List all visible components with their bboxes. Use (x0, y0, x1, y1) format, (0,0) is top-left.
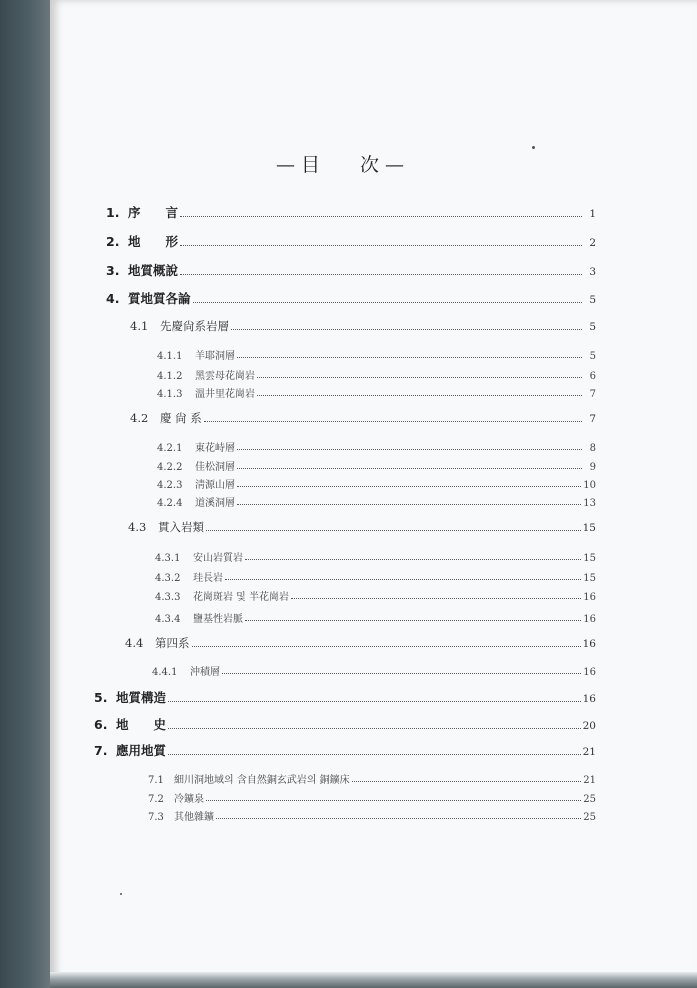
toc-entry-number: 1. (106, 205, 120, 220)
toc-entry-label: 溫井里花崗岩 (195, 389, 255, 400)
toc-entry-label: 地 史 (116, 717, 167, 732)
toc-entry-label: 黑雲母花崗岩 (195, 371, 255, 382)
toc-entry-label: 其他雜鑛 (174, 812, 214, 823)
toc-entry (106, 232, 596, 250)
toc-entry-page: 13 (583, 498, 596, 509)
toc-leader-dots (237, 461, 582, 469)
toc-entry-label: 地質構造 (116, 690, 167, 705)
toc-entry-label: 淸源山層 (195, 480, 235, 491)
toc-leader-dots (168, 719, 581, 729)
toc-entry (106, 261, 596, 279)
toc-entry-number: 4.1.1 (157, 351, 183, 362)
toc-entry-number: 4.1.2 (157, 371, 183, 382)
toc-entry-page: 21 (583, 775, 596, 786)
toc-leader-dots (180, 207, 582, 217)
toc-leader-dots (206, 522, 581, 531)
toc-entry-label: 沖積層 (190, 667, 220, 678)
toc-entry-number: 4.2.3 (157, 480, 183, 491)
toc-entry (152, 663, 596, 678)
toc-leader-dots (222, 666, 581, 674)
toc-leader-dots (237, 350, 582, 358)
toc-entry-page: 6 (589, 371, 596, 382)
toc-entry-number: 2. (106, 234, 120, 249)
toc-entry-page: 25 (583, 794, 596, 805)
book-binding-edge (0, 0, 50, 988)
toc-entry (94, 715, 596, 733)
toc-leader-dots (225, 572, 581, 580)
toc-entry-page: 16 (583, 667, 596, 678)
toc-entry-page: 21 (582, 746, 596, 758)
toc-entry-page: 2 (589, 237, 596, 249)
toc-entry-number: 4.3.3 (155, 592, 181, 603)
toc-leader-dots (352, 774, 582, 782)
toc-entry-page: 16 (582, 638, 596, 650)
toc-entry-label: 冷鑛泉 (174, 794, 204, 805)
toc-entry-page: 3 (589, 266, 596, 278)
toc-entry-label: 貫入岩類 (158, 520, 204, 534)
toc-entry-label: 慶 尙 系 (160, 411, 202, 425)
toc-leader-dots (204, 413, 582, 422)
toc-entry-label: 第四系 (155, 636, 190, 650)
toc-entry-label: 珪長岩 (193, 573, 223, 584)
toc-entry-number: 7.3 (148, 812, 164, 823)
toc-entry-number: 4. (106, 291, 120, 306)
toc-leader-dots (237, 497, 581, 505)
speck-mark (532, 146, 535, 149)
toc-entry-page: 25 (583, 812, 596, 823)
toc-entry-number: 4.3.4 (155, 614, 181, 625)
toc-entry (106, 289, 596, 307)
title-dash-left: — (276, 154, 295, 176)
toc-entry-label: 地質概說 (128, 263, 179, 278)
toc-leader-dots (237, 442, 582, 450)
toc-entry-number: 4.4.1 (152, 667, 178, 678)
toc-leader-dots (168, 692, 581, 702)
toc-entry-page: 9 (589, 462, 596, 473)
toc-entry (130, 318, 596, 334)
toc-entry-page: 16 (583, 592, 596, 603)
toc-leader-dots (193, 293, 582, 303)
toc-title (276, 150, 426, 177)
toc-entry-number: 7. (94, 743, 108, 758)
toc-leader-dots (192, 638, 581, 647)
toc-entry (157, 458, 596, 473)
toc-entry (125, 635, 596, 651)
toc-entry (148, 771, 596, 786)
toc-entry-label: 地 形 (128, 234, 179, 249)
toc-entry-page: 5 (589, 351, 596, 362)
toc-entry-number: 4.1.3 (157, 389, 183, 400)
toc-entry-label: 質地質各論 (128, 291, 191, 306)
toc-entry (155, 569, 596, 584)
toc-entry-page: 15 (582, 522, 596, 534)
toc-entry-number: 3. (106, 263, 120, 278)
toc-entry-number: 4.2.2 (157, 462, 183, 473)
toc-entry-number: 7.2 (148, 794, 164, 805)
toc-entry (148, 808, 596, 823)
toc-entry-label: 羊耶洞層 (195, 351, 235, 362)
toc-leader-dots (231, 321, 582, 330)
toc-leader-dots (216, 811, 581, 819)
toc-leader-dots (180, 236, 582, 246)
toc-entry (157, 347, 596, 362)
toc-leader-dots (237, 479, 581, 487)
toc-entry-page: 16 (583, 614, 596, 625)
toc-entry (157, 385, 596, 400)
toc-entry-label: 應用地質 (116, 743, 167, 758)
speck-mark (120, 893, 122, 895)
toc-entry (148, 790, 596, 805)
toc-entry-label: 先慶尙系岩層 (160, 319, 229, 333)
toc-leader-dots (291, 591, 581, 599)
toc-leader-dots (168, 745, 581, 755)
toc-entry (106, 203, 596, 221)
toc-entry-page: 15 (583, 553, 596, 564)
toc-entry-page: 16 (582, 693, 596, 705)
title-char-2: 次 (360, 154, 380, 176)
toc-entry (155, 610, 596, 625)
page-bottom-edge (50, 972, 697, 988)
toc-entry-label: 道溪洞層 (195, 498, 235, 509)
toc-entry-number: 4.3.1 (155, 553, 181, 564)
toc-entry-label: 鹽基性岩脈 (193, 614, 243, 625)
toc-leader-dots (180, 265, 582, 275)
toc-entry (155, 588, 596, 603)
toc-entry (94, 688, 596, 706)
toc-entry-label: 安山岩質岩 (193, 553, 243, 564)
toc-entry (94, 741, 596, 759)
toc-leader-dots (206, 793, 581, 801)
toc-entry-page: 10 (583, 480, 596, 491)
toc-entry-number: 4.2.1 (157, 443, 183, 454)
toc-entry-number: 4.2 (130, 411, 149, 425)
toc-leader-dots (257, 388, 582, 396)
toc-entry-page: 7 (589, 413, 596, 425)
toc-entry-page: 7 (589, 389, 596, 400)
toc-entry (130, 410, 596, 426)
toc-entry-number: 7.1 (148, 775, 164, 786)
toc-entry-label: 花崗斑岩 및 半花崗岩 (193, 592, 290, 603)
toc-entry-page: 5 (589, 294, 596, 306)
toc-entry-label: 細川洞地域의 含自然銅玄武岩의 銅鑛床 (174, 775, 350, 786)
toc-entry-page: 5 (589, 321, 596, 333)
toc-leader-dots (257, 370, 582, 378)
title-char-1: 目 (301, 154, 321, 176)
toc-entry-label: 東花峙層 (195, 443, 235, 454)
toc-entry (157, 439, 596, 454)
toc-entry-number: 6. (94, 717, 108, 732)
toc-entry (157, 494, 596, 509)
toc-entry-number: 4.1 (130, 319, 149, 333)
toc-entry-number: 5. (94, 690, 108, 705)
toc-entry-page: 15 (583, 573, 596, 584)
toc-entry-number: 4.3.2 (155, 573, 181, 584)
toc-entry-label: 佳松洞層 (195, 462, 235, 473)
toc-entry-page: 8 (589, 443, 596, 454)
toc-entry-page: 1 (589, 208, 596, 220)
title-dash-right: — (385, 154, 405, 176)
toc-leader-dots (245, 613, 581, 621)
toc-entry (155, 549, 596, 564)
toc-entry-page: 20 (582, 720, 596, 732)
toc-entry-number: 4.2.4 (157, 498, 183, 509)
toc-entry-label: 序 言 (128, 205, 179, 220)
toc-entry (157, 367, 596, 382)
toc-entry (128, 519, 596, 535)
toc-entry-number: 4.4 (125, 636, 144, 650)
toc-entry (157, 476, 596, 491)
toc-leader-dots (245, 552, 581, 560)
toc-entry-number: 4.3 (128, 520, 147, 534)
